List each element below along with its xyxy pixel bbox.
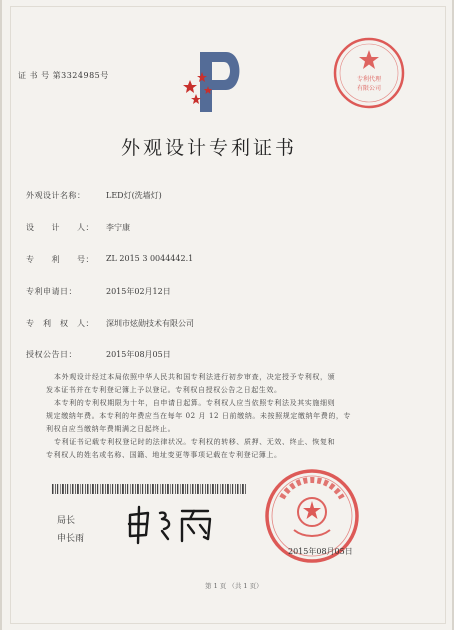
director-name: 申长雨 bbox=[57, 534, 85, 544]
body-line: 专利权人的姓名或名称、国籍、地址变更等事项记载在专利登记簿上。 bbox=[46, 451, 282, 459]
barcode-icon bbox=[52, 484, 247, 494]
field-label-filing-date: 专利申请日： bbox=[26, 287, 77, 296]
body-line: 本专利的专利权期限为十年，自申请日起算。专利权人应当依照专利法及其实施细则 bbox=[54, 399, 336, 407]
field-label-grant-date: 授权公告日： bbox=[26, 350, 77, 359]
sipo-logo-icon bbox=[182, 46, 246, 118]
field-label-design-name: 外观设计名称： bbox=[26, 191, 86, 200]
body-line: 本外观设计经过本局依照中华人民共和国专利法进行初步审查，决定授予专利权，颁 bbox=[54, 373, 336, 381]
field-value-patentee: 深圳市炫勋技术有限公司 bbox=[106, 319, 194, 328]
field-value-designer: 李宁康 bbox=[106, 223, 130, 232]
page-footer: 第 1 页 （共 1 页） bbox=[205, 582, 263, 590]
certificate-number: 证 书 号 第3324985号 bbox=[18, 71, 109, 80]
body-line: 规定缴纳年费。本专利的年费应当在每年 02 月 12 日前缴纳。未按照规定缴纳年费的，专 bbox=[46, 412, 352, 420]
body-line: 专利证书记载专利权登记时的法律状况。专利权的转移、质押、无效、终止、恢复和 bbox=[54, 438, 336, 446]
field-label-designer: 设 计 人： bbox=[26, 223, 94, 232]
seal-date: 2015年08月05日 bbox=[288, 547, 353, 556]
svg-text:有限公司: 有限公司 bbox=[356, 85, 382, 92]
handwritten-signature bbox=[124, 505, 219, 545]
page-title: 外观设计专利证书 bbox=[121, 137, 298, 159]
agency-seal-icon bbox=[332, 36, 406, 110]
field-value-patent-number: ZL 2015 3 0044442.1 bbox=[106, 254, 194, 263]
body-line: 利权自应当缴纳年费期满之日起终止。 bbox=[46, 425, 176, 433]
svg-text:专利代理: 专利代理 bbox=[356, 76, 382, 83]
field-label-patentee: 专 利 权 人： bbox=[26, 319, 94, 328]
field-value-design-name: LED灯(洗墙灯) bbox=[106, 191, 162, 200]
field-value-grant-date: 2015年08月05日 bbox=[106, 350, 171, 359]
field-label-patent-number: 专 利 号： bbox=[26, 255, 94, 264]
director-title: 局长 bbox=[57, 516, 76, 526]
field-value-filing-date: 2015年02月12日 bbox=[106, 287, 171, 296]
body-line: 发本证书并在专利登记簿上予以登记。专利权自授权公告之日起生效。 bbox=[46, 386, 282, 394]
